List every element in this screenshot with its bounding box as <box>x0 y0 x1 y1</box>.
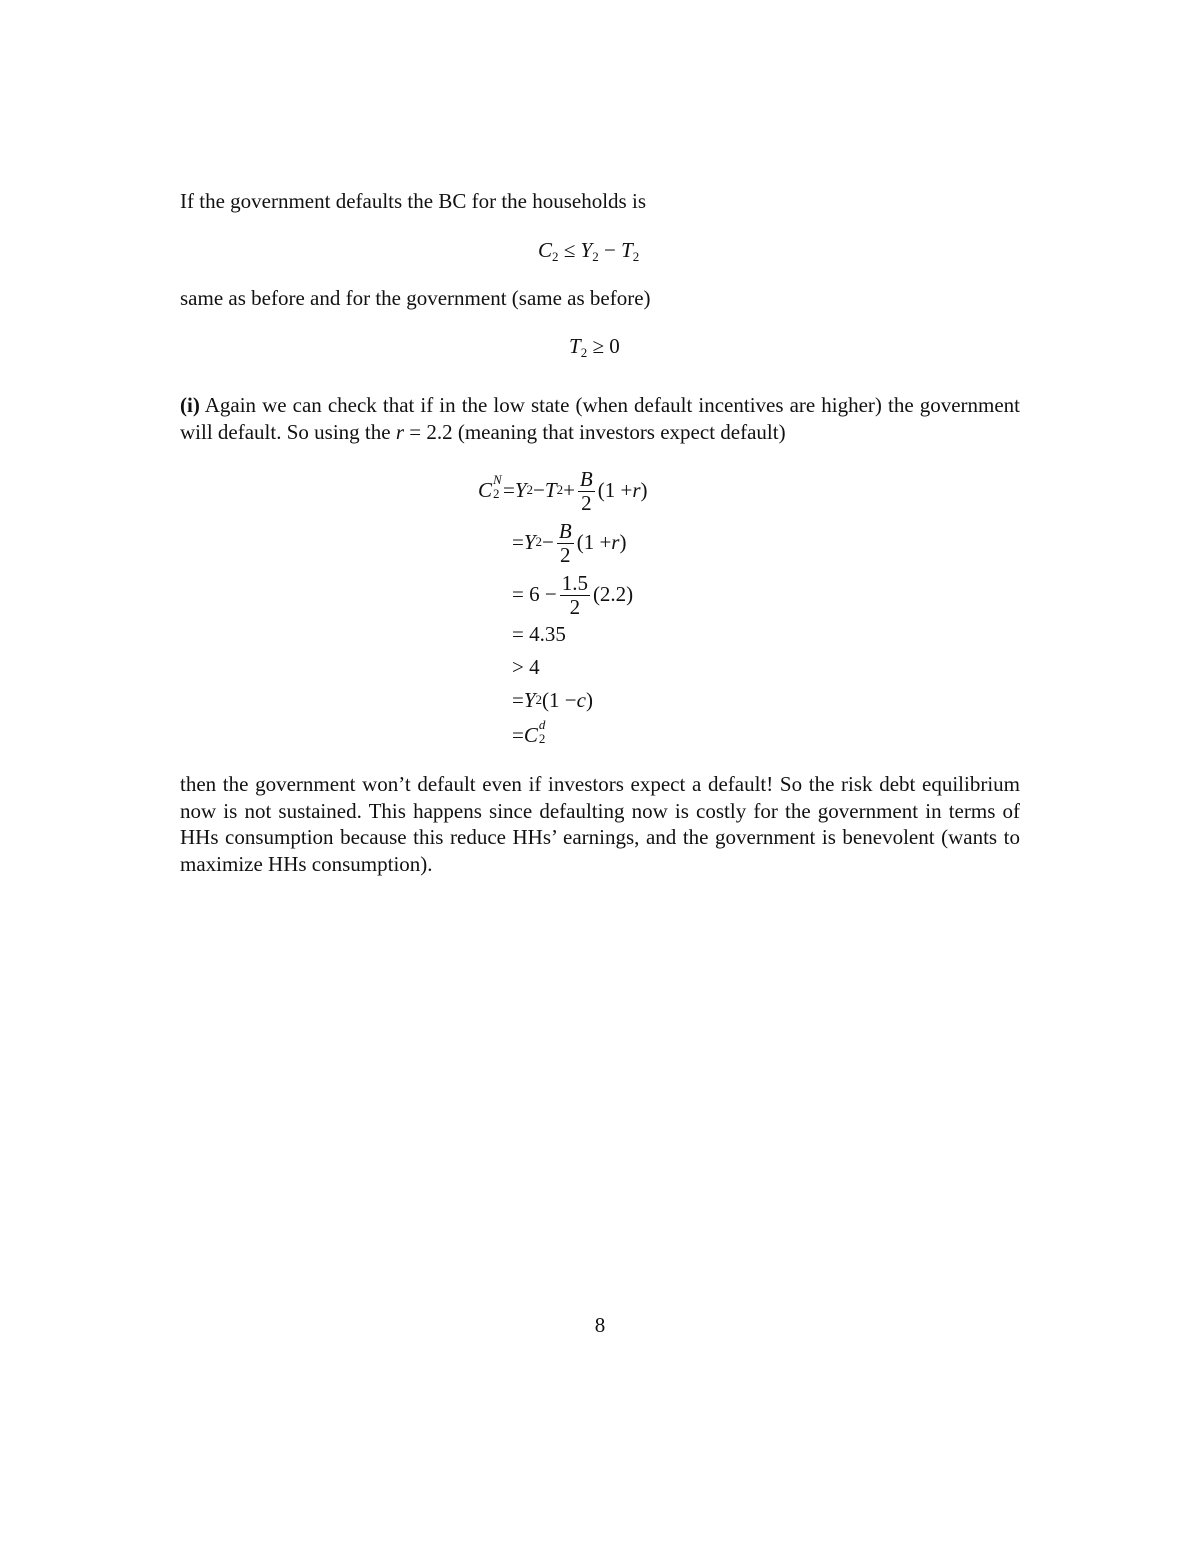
numerator: 1.5 <box>561 570 588 595</box>
factor-2-2: (2.2) <box>592 581 634 606</box>
var-c: c <box>576 687 586 712</box>
equals-sign: = <box>512 529 524 554</box>
page-number: 8 <box>594 1313 606 1337</box>
plus-sign: + <box>563 477 575 502</box>
fraction-1-5-over-2 <box>560 571 590 618</box>
derivation-line-2: = Y 2 − $\frac{B}{2}$ (1 + r ) <box>512 518 627 567</box>
paragraph-conclusion: then the government won’t default even if investors expect a default! So the risk debt equilibrium now is not sustained. This happens since defaulting now is costly for the government in terms of HHs consumption because this reduce HHs’ earnings, and the government is benevolent (wants to maximize HHs consumption). <box>180 772 1020 876</box>
minus-sign: − <box>598 238 622 262</box>
denominator: 2 <box>560 542 571 567</box>
denominator: 2 <box>569 594 581 619</box>
subscript: 2 <box>538 731 546 746</box>
derivation-line-3 <box>512 570 634 619</box>
var-t: T <box>569 334 581 358</box>
superscript: N <box>493 472 502 487</box>
paragraph-same-as-before: same as before and for the government (same as before) <box>180 286 651 310</box>
equals-sign: = <box>512 722 524 747</box>
equation-household-bc <box>538 237 639 263</box>
subscript: 2 <box>580 345 588 360</box>
derivation-line-5: > 4 <box>512 654 540 679</box>
paragraph-part-i <box>180 392 1020 445</box>
paren-open: (1 − <box>542 687 577 712</box>
equals-sign: = <box>512 687 524 712</box>
denominator: 2 <box>581 490 592 515</box>
var-y: Y <box>514 477 527 502</box>
minus-sign: − <box>533 477 545 502</box>
subscript: 2 <box>592 249 599 264</box>
part-label: (i) <box>180 393 200 417</box>
subscript: 2 <box>552 249 559 264</box>
subscript: 2 <box>493 486 500 501</box>
equation-government-bc <box>569 333 620 359</box>
equals-sign: = <box>503 477 515 502</box>
var-r: r <box>632 477 641 502</box>
text-span: Again we can check that if in the low state (when default incentives are higher) the government will default. So using the <box>180 393 1020 444</box>
geq-zero: ≥ 0 <box>587 334 620 358</box>
var-r: r <box>611 529 620 554</box>
var-y: Y <box>523 529 536 554</box>
var-y: Y <box>523 687 536 712</box>
var-r: r <box>395 419 405 444</box>
derivation-line-6: = Y 2 (1 − c ) <box>512 687 593 712</box>
paren-close: ) <box>619 529 627 554</box>
leq-sign: ≤ <box>558 238 581 262</box>
paren-open: (1 + <box>576 529 612 554</box>
var-t: T <box>544 477 557 502</box>
derivation-line-7 <box>512 715 549 755</box>
var-c: C <box>478 477 493 502</box>
sup-sub <box>492 472 503 501</box>
fraction-b-over-2 <box>578 467 595 514</box>
subscript: 2 <box>632 249 640 264</box>
paren-open: (1 + <box>597 477 633 502</box>
superscript: d <box>538 717 546 732</box>
minus-sign: − <box>542 529 554 554</box>
numerator: B <box>558 518 572 543</box>
paren-close: ) <box>640 477 648 502</box>
fraction-b-over-2 <box>557 519 574 566</box>
paragraph-intro: If the government defaults the BC for the households is <box>180 189 646 213</box>
paren-close: ) <box>585 687 593 712</box>
var-t: T <box>621 238 633 262</box>
equals-six-minus: = 6 − <box>512 581 557 606</box>
numerator: B <box>579 466 593 491</box>
derivation-line-1: C N 2 = Y 2 − T 2 + $\frac{B}{2}$ (1 + r ) <box>478 466 648 515</box>
sup-sub <box>538 717 549 746</box>
var-c: C <box>523 722 538 747</box>
var-y: Y <box>580 238 593 262</box>
var-c: C <box>538 238 553 262</box>
derivation-line-4: = 4.35 <box>512 621 566 646</box>
text-span: = 2.2 (meaning that investors expect default) <box>404 419 786 444</box>
